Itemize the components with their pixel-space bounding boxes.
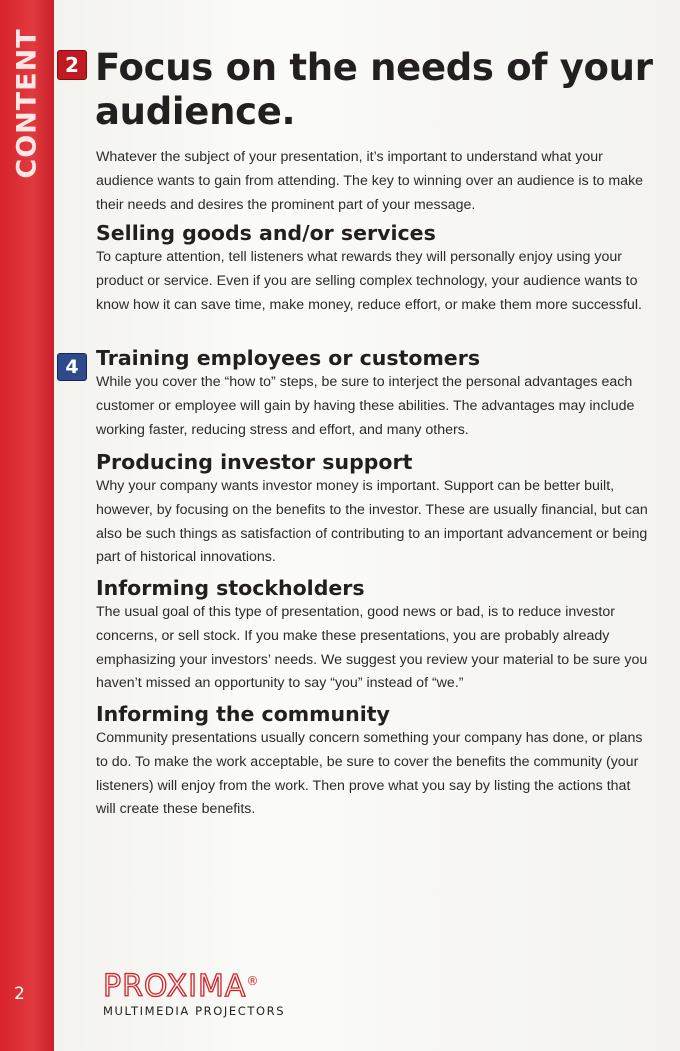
step-badge-2: 2 bbox=[57, 50, 87, 80]
section-stockholders bbox=[96, 575, 651, 696]
section-body: While you cover the “how to” steps, be sure to interject the personal advantages each customer or employee will gain by having these abilities. The advantages may include working faster, reducing stress and effort, and many others. bbox=[96, 374, 635, 438]
section-selling bbox=[96, 220, 651, 317]
step-badge-4: 4 bbox=[57, 353, 87, 381]
intro-block bbox=[96, 146, 651, 217]
registered-mark: ® bbox=[246, 974, 260, 988]
section-heading: Selling goods and/or services bbox=[96, 221, 436, 245]
sidebar-title: CONTENT bbox=[11, 27, 43, 179]
section-body: The usual goal of this type of presentation, good news or bad, is to reduce investor concerns, or sell stock. If you make these presentations, you are probably already emphasizing your investors’ needs. We suggest you review your material to be sure you haven’t missed an opportunity to say “you” instead of “we.” bbox=[96, 604, 648, 692]
page-number: 2 bbox=[14, 984, 25, 1004]
section-body: Why your company wants investor money is important. Support can be better built, however, by focusing on the benefits to the investor. These are usually financial, but can also be such things as satisfaction of contributing to an important advancement or being part of historical innovations. bbox=[96, 478, 648, 566]
section-investor bbox=[96, 449, 651, 570]
section-heading: Informing the community bbox=[96, 702, 390, 726]
section-heading: Producing investor support bbox=[96, 450, 413, 474]
logo-name: PROXIMA bbox=[103, 969, 247, 1004]
section-heading: Training employees or customers bbox=[96, 346, 481, 370]
page-title: Focus on the needs of your audience. bbox=[95, 46, 653, 133]
section-body: Community presentations usually concern something your company has done, or plans to do. To make the work acceptable, be sure to cover the benefits the community (your listeners) will enjoy from the work. Then prove what you say by listing the actions that will create these benefits. bbox=[96, 730, 643, 818]
intro-paragraph: Whatever the subject of your presentation, it’s important to understand what your audience wants to gain from attending. The key to winning over an audience is to make their needs and desires the prominent part of your message. bbox=[96, 149, 644, 213]
section-community bbox=[96, 701, 651, 822]
logo-tagline: MULTIMEDIA PROJECTORS bbox=[103, 1004, 286, 1018]
section-body: To capture attention, tell listeners what rewards they will personally enjoy using your product or service. Even if you are selling complex technology, your audience wants to know how it can save time, make money, reduce effort, or make them more successful. bbox=[96, 249, 642, 313]
proxima-logo bbox=[103, 966, 285, 1018]
section-training bbox=[96, 345, 651, 442]
section-heading: Informing stockholders bbox=[96, 576, 365, 600]
